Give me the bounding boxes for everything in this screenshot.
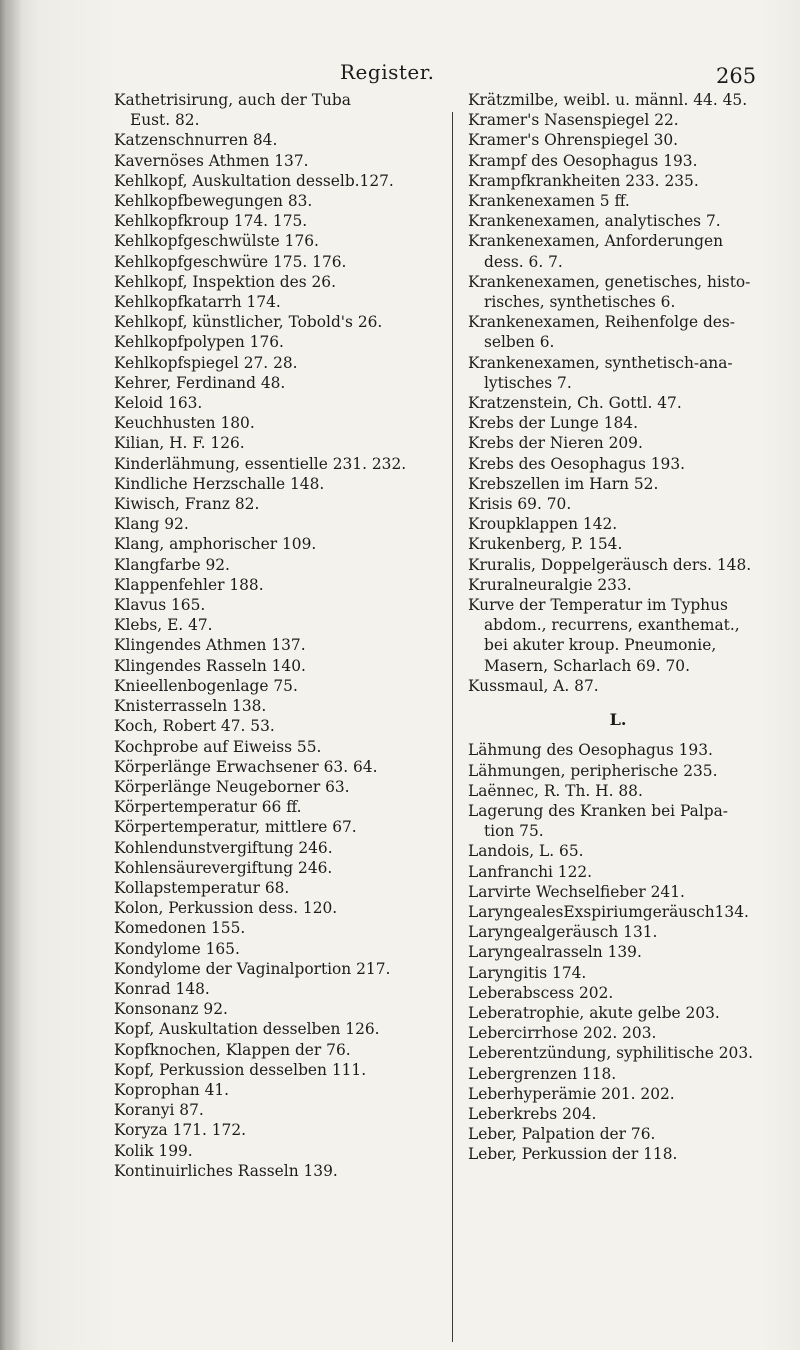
index-entry-text: Kopf, Auskultation desselben 126.: [114, 1020, 380, 1039]
index-column-left: [114, 90, 444, 1181]
index-entry: [114, 332, 444, 352]
index-entry-text: Kehlkopf, Inspektion des 26.: [114, 272, 336, 291]
index-entry: [114, 1019, 444, 1039]
index-entry: [468, 761, 768, 781]
index-entry-text: Kathetrisirung, auch der Tuba: [114, 91, 351, 109]
index-entry-continuation: tion 75.: [484, 822, 544, 841]
index-entry: [468, 676, 768, 696]
index-entry-text: Kehlkopfgeschwülste 176.: [114, 232, 319, 251]
index-entry: [114, 656, 444, 676]
index-entry: [468, 494, 768, 514]
index-entry-continuation: Eust. 82.: [130, 111, 200, 130]
index-entry: [468, 942, 768, 962]
index-entry: [114, 737, 444, 757]
index-entry-text: Koch, Robert 47. 53.: [114, 717, 275, 736]
index-entry-text: Laryngealgeräusch 131.: [468, 923, 658, 942]
index-entry: [114, 979, 444, 999]
index-entry-text: Leberentzündung, syphilitische 203.: [468, 1044, 754, 1063]
index-section-l: [468, 740, 768, 1164]
index-entry: [468, 130, 768, 150]
index-entry: [468, 353, 768, 393]
index-entry: [468, 983, 768, 1003]
index-entry-text: Kratzenstein, Ch. Gottl. 47.: [468, 394, 682, 413]
index-entry: [468, 1124, 768, 1144]
index-entry: [468, 801, 768, 841]
index-entry-text: Kramer's Nasenspiegel 22.: [468, 111, 679, 130]
index-entry: [468, 902, 768, 922]
index-entry: [468, 922, 768, 942]
index-entry: [468, 1064, 768, 1084]
index-entry: [114, 191, 444, 211]
index-entry: [114, 595, 444, 615]
index-entry: [468, 841, 768, 861]
index-entry: [114, 393, 444, 413]
index-entry: [468, 1043, 768, 1063]
index-entry-text: Leberkrebs 204.: [468, 1104, 597, 1123]
index-entry-text: Larvirte Wechselfieber 241.: [468, 882, 685, 901]
index-entry-text: Laryngitis 174.: [468, 963, 587, 982]
index-entry-text: Knieellenbogenlage 75.: [114, 676, 298, 695]
index-entry-text: Körperlänge Erwachsener 63. 64.: [114, 757, 378, 776]
section-heading-l: L.: [609, 710, 627, 730]
running-header-title: Register.: [340, 60, 435, 84]
index-entry: [468, 272, 768, 312]
index-entry-continuation: selben 6.: [484, 333, 555, 352]
index-entry: [114, 1080, 444, 1100]
index-entry: [114, 797, 444, 817]
index-entry: [468, 433, 768, 453]
index-entry-text: Kussmaul, A. 87.: [468, 676, 599, 695]
index-entry: [468, 454, 768, 474]
index-entry: [468, 413, 768, 433]
index-entry-text: Klappenfehler 188.: [114, 575, 264, 594]
index-entry: [114, 898, 444, 918]
index-entry-text: Kondylome der Vaginalportion 217.: [114, 959, 391, 978]
index-entry-text: Kinderlähmung, essentielle 231. 232.: [114, 454, 407, 473]
index-entry-text: Koranyi 87.: [114, 1101, 204, 1120]
index-entry-text: Lähmung des Oesophagus 193.: [468, 741, 713, 760]
index-entry-text: Krampfkrankheiten 233. 235.: [468, 171, 699, 190]
index-entry: [114, 575, 444, 595]
index-entry-text: Knisterrasseln 138.: [114, 697, 267, 716]
index-entry: [114, 716, 444, 736]
index-entry: [114, 252, 444, 272]
index-entry: [114, 918, 444, 938]
index-entry-text: Lanfranchi 122.: [468, 862, 593, 881]
index-entry-text: Kurve der Temperatur im Typhus: [468, 596, 728, 615]
index-entry-text: Krampf des Oesophagus 193.: [468, 151, 698, 170]
index-entry-text: Lebercirrhose 202. 203.: [468, 1024, 657, 1043]
index-entry-text: Kehlkopfspiegel 27. 28.: [114, 353, 298, 372]
index-entry-text: Kehlkopfbewegungen 83.: [114, 192, 313, 211]
index-entry: [468, 555, 768, 575]
index-entry: [114, 413, 444, 433]
index-entry: [114, 1100, 444, 1120]
index-entry-continuation: abdom., recurrens, exanthemat.,: [484, 616, 740, 635]
index-entry-text: Kehrer, Ferdinand 48.: [114, 373, 286, 392]
index-entry-text: Kehlkopf, künstlicher, Tobold's 26.: [114, 313, 383, 332]
index-entry: [468, 963, 768, 983]
index-entry-text: Kopf, Perkussion desselben 111.: [114, 1060, 367, 1079]
index-entry-text: Krukenberg, P. 154.: [468, 535, 623, 554]
index-entry-text: Kruralneuralgie 233.: [468, 575, 632, 594]
index-entry: [114, 1040, 444, 1060]
index-entry: [114, 494, 444, 514]
index-entry-text: Kochprobe auf Eiweiss 55.: [114, 737, 322, 756]
index-entry: [114, 999, 444, 1019]
index-entry-text: Klingendes Rasseln 140.: [114, 656, 306, 675]
index-entry: [114, 615, 444, 635]
index-entry-text: Leberabscess 202.: [468, 983, 614, 1002]
index-entry-continuation: risches, synthetisches 6.: [484, 293, 676, 312]
index-entry: [468, 740, 768, 760]
index-entry: [114, 1161, 444, 1181]
index-entry: [114, 635, 444, 655]
index-entry-text: Krebszellen im Harn 52.: [468, 474, 659, 493]
index-entry-text: Klangfarbe 92.: [114, 555, 230, 574]
index-entry: [468, 211, 768, 231]
index-entry-text: Kolon, Perkussion dess. 120.: [114, 899, 338, 918]
index-entry-text: Kolik 199.: [114, 1141, 193, 1160]
column-divider: [452, 112, 453, 1342]
index-entry-text: Laënnec, R. Th. H. 88.: [468, 781, 643, 800]
index-entry: [468, 90, 768, 110]
index-entry-continuation: bei akuter kroup. Pneumonie,: [484, 636, 717, 655]
index-entry: [114, 878, 444, 898]
index-entry-text: Leberatrophie, akute gelbe 203.: [468, 1003, 720, 1022]
index-entry: [114, 130, 444, 150]
index-entry-text: Kavernöses Athmen 137.: [114, 151, 309, 170]
index-entry-text: Kohlensäurevergiftung 246.: [114, 858, 333, 877]
index-entry-text: Krankenexamen, synthetisch-ana-: [468, 353, 733, 372]
index-entry: [114, 292, 444, 312]
index-entry: [468, 151, 768, 171]
index-entry: [468, 474, 768, 494]
index-entry: [114, 312, 444, 332]
index-entry: [468, 1023, 768, 1043]
index-entry-text: Krankenexamen, analytisches 7.: [468, 212, 721, 231]
index-entry-text: Kehlkopfkatarrh 174.: [114, 293, 281, 312]
index-entry: [468, 781, 768, 801]
index-entry: [114, 433, 444, 453]
index-entry: [468, 393, 768, 413]
index-entry: [114, 817, 444, 837]
index-entry-text: Klang, amphorischer 109.: [114, 535, 317, 554]
index-entry-text: Lebergrenzen 118.: [468, 1064, 617, 1083]
index-entry-text: Kindliche Herzschalle 148.: [114, 474, 325, 493]
index-entry: [114, 474, 444, 494]
index-entry: [114, 676, 444, 696]
index-entry: [114, 959, 444, 979]
index-entry-text: Kramer's Ohrenspiegel 30.: [468, 131, 679, 150]
index-entry: [468, 171, 768, 191]
index-entry: [114, 777, 444, 797]
index-entry-text: Körpertemperatur 66 ff.: [114, 798, 302, 817]
index-entry-text: Laryngealrasseln 139.: [468, 943, 642, 962]
index-entry-text: Krankenexamen, genetisches, histo-: [468, 272, 751, 291]
index-entry: [114, 171, 444, 191]
index-entry-text: Krebs des Oesophagus 193.: [468, 454, 686, 473]
index-entry-text: Kehlkopfpolypen 176.: [114, 333, 284, 352]
index-entry: [468, 575, 768, 595]
index-entry-text: Kehlkopfgeschwüre 175. 176.: [114, 252, 347, 271]
index-entry: [114, 231, 444, 251]
index-entry-continuation: lytisches 7.: [484, 373, 572, 392]
index-entry: [468, 882, 768, 902]
page-number: 265: [716, 64, 757, 88]
index-entry-text: Krätzmilbe, weibl. u. männl. 44. 45.: [468, 91, 748, 109]
index-entry-text: LaryngealesExspiriumgeräusch134.: [468, 902, 749, 921]
index-entry: [468, 110, 768, 130]
index-entry-text: Klingendes Athmen 137.: [114, 636, 306, 655]
index-entry-text: Kilian, H. F. 126.: [114, 434, 245, 453]
index-column-right: [468, 90, 768, 1165]
index-entry: [114, 151, 444, 171]
index-entry-text: Lähmungen, peripherische 235.: [468, 761, 718, 780]
index-entry-text: Krankenexamen, Reihenfolge des-: [468, 313, 735, 332]
index-entry: [468, 514, 768, 534]
index-entry-text: Kruralis, Doppelgeräusch ders. 148.: [468, 555, 752, 574]
index-entry: [114, 858, 444, 878]
index-entry-text: Krankenexamen, Anforderungen: [468, 232, 724, 251]
index-entry-continuation: Masern, Scharlach 69. 70.: [484, 656, 690, 675]
index-entry: [468, 595, 768, 676]
index-entry-text: Kroupklappen 142.: [468, 515, 618, 534]
index-entry: [114, 353, 444, 373]
index-entry: [468, 1084, 768, 1104]
index-entry-text: Krankenexamen 5 ff.: [468, 192, 630, 211]
index-entry-text: Klavus 165.: [114, 596, 206, 615]
index-entry: [468, 1104, 768, 1124]
index-entry: [114, 555, 444, 575]
index-entry-text: Koprophan 41.: [114, 1080, 230, 1099]
index-entry-text: Kopfknochen, Klappen der 76.: [114, 1040, 351, 1059]
index-entry-text: Konsonanz 92.: [114, 1000, 228, 1019]
index-entry: [114, 1060, 444, 1080]
index-entry-continuation: dess. 6. 7.: [484, 252, 563, 271]
index-entry-text: Körpertemperatur, mittlere 67.: [114, 818, 357, 837]
index-entry: [468, 312, 768, 352]
index-entry-text: Klang 92.: [114, 515, 189, 534]
index-entry: [114, 696, 444, 716]
index-entry-text: Kiwisch, Franz 82.: [114, 495, 260, 514]
index-entry-text: Klebs, E. 47.: [114, 616, 213, 635]
index-entry-text: Krebs der Lunge 184.: [468, 414, 638, 433]
index-entry: [468, 191, 768, 211]
index-entry: [114, 534, 444, 554]
index-entry: [468, 862, 768, 882]
index-entry-text: Kohlendunstvergiftung 246.: [114, 838, 333, 857]
index-entry-text: Katzenschnurren 84.: [114, 131, 278, 150]
index-entry-text: Koryza 171. 172.: [114, 1121, 247, 1140]
index-entry-text: Kehlkopf, Auskultation desselb.127.: [114, 171, 394, 190]
index-entry: [468, 534, 768, 554]
index-entry: [114, 838, 444, 858]
index-entry-text: Keuchhusten 180.: [114, 414, 255, 433]
index-entry: [114, 514, 444, 534]
index-entry: [468, 1003, 768, 1023]
index-entry-text: Kollapstemperatur 68.: [114, 878, 290, 897]
index-entry: [114, 454, 444, 474]
index-entry: [114, 757, 444, 777]
index-entry: [114, 373, 444, 393]
index-entry-text: Kehlkopfkroup 174. 175.: [114, 212, 308, 231]
index-entry: [114, 939, 444, 959]
index-entry-text: Lagerung des Kranken bei Palpa-: [468, 801, 728, 820]
index-section-k-continued: [468, 90, 768, 696]
index-entry-text: Körperlänge Neugeborner 63.: [114, 777, 350, 796]
index-entry: [114, 211, 444, 231]
index-entry-text: Landois, L. 65.: [468, 842, 584, 861]
index-entry: [114, 1141, 444, 1161]
binding-shadow: [0, 0, 22, 1350]
index-entry-text: Konrad 148.: [114, 979, 210, 998]
index-entry: [114, 90, 444, 130]
index-entry-text: Leber, Palpation der 76.: [468, 1125, 656, 1144]
index-entry-text: Krebs der Nieren 209.: [468, 434, 643, 453]
index-entry-text: Keloid 163.: [114, 394, 203, 413]
index-entry-text: Kontinuirliches Rasseln 139.: [114, 1161, 338, 1180]
index-entry: [468, 1144, 768, 1164]
index-entry-text: Leberhyperämie 201. 202.: [468, 1084, 675, 1103]
index-entry: [114, 272, 444, 292]
index-entry: [114, 1120, 444, 1140]
index-entry: [468, 231, 768, 271]
index-entry-text: Krisis 69. 70.: [468, 495, 572, 514]
index-entry-text: Komedonen 155.: [114, 919, 246, 938]
index-entry-text: Kondylome 165.: [114, 939, 240, 958]
index-entry-text: Leber, Perkussion der 118.: [468, 1145, 678, 1164]
